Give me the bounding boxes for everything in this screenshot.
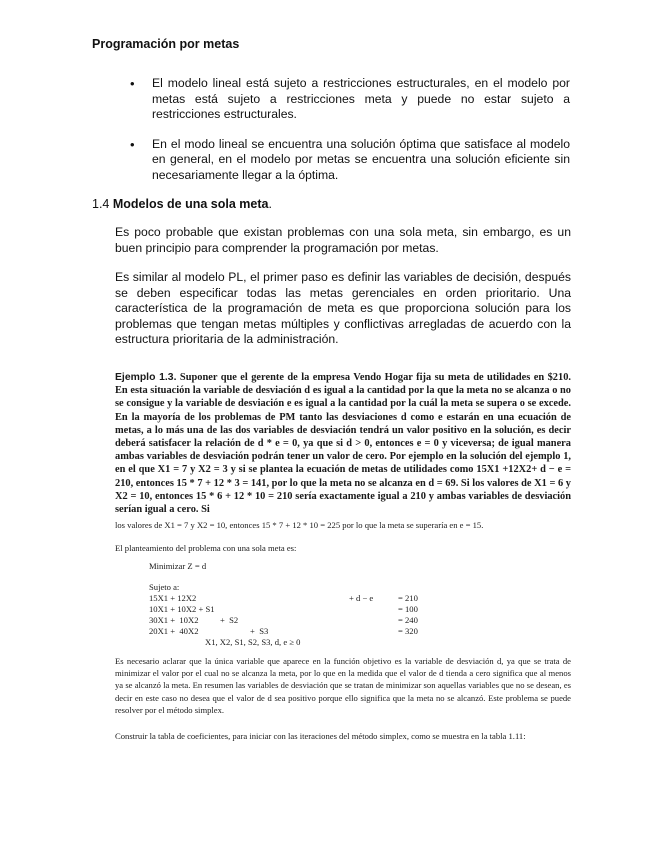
bullet-dot-icon: • [130,136,135,152]
section-title-period: . [268,197,272,211]
bullet-dot-icon: • [130,76,135,91]
explanation-text: Es necesario aclarar que la única variable que aparece en la función objetivo es la variable de desviación d, ya que se trata de minimizar el valor por el cual no se alcanza la meta, por lo que en la medida que el valor de d tienda a cero significa que al menos ya se alcanzó la meta. En resumen las variables de desviación que se tratan de minimizar son aquellas variables que no se desean, es decir en este caso no desea que el valor de d sea positivo porque ello significa que la meta no se alcanzó. Este problema se puede resolver por el método simplex. [115,656,571,715]
bullet-item [130,76,570,123]
constraint-lhs: 30X1 + 10X2 + S2 [149,615,239,625]
subject-to-label: Sujeto a: [149,582,180,592]
objective-function: Minimizar Z = d [149,561,207,571]
constraint-rhs: = 320 [398,626,418,636]
goal-model [149,561,479,648]
continuation-text: los valores de X1 = 7 y X2 = 10, entonces 15 * 7 + 12 * 10 = 225 por lo que la meta se superaría en e = 15. [115,520,484,530]
page-heading: Programación por metas [92,37,240,51]
model-intro: El planteamiento del problema con una sola meta es: [115,543,297,553]
example-label: Ejemplo 1.3. [115,372,177,383]
constraint-lhs: 15X1 + 12X2 [149,593,197,603]
section-number: 1.4 [92,197,110,211]
section-heading [92,197,272,211]
constraint-rhs: = 210 [398,593,418,603]
paragraph: Es similar al modelo PL, el primer paso es definir las variables de decisión, después se deben especificar todas las metas gerenciales en orden prioritario. Una característica de la programación de meta es que proporciona solución para los problemas que tengan metas múltiples y conflictivas arregladas de acuerdo con la estructura prioritaria de la administración. [115,270,571,346]
nonnegativity-constraint: X1, X2, S1, S2, S3, d, e ≥ 0 [205,637,301,647]
constraint-deviation: + d − e [349,593,374,603]
example-block [115,371,571,516]
constraint-row [149,626,479,637]
comparison-bullet-list [130,76,570,197]
paragraph: Es poco probable que existan problemas con una sola meta, sin embargo, es un buen principio para comprender la programación por metas. [115,225,571,255]
constraint-row [149,604,479,615]
constraint-row [149,615,479,626]
constraint-lhs: 10X1 + 10X2 + S1 [149,604,215,614]
constraint-rhs: = 100 [398,604,418,614]
bullet-text: En el modo lineal se encuentra una solución óptima que satisface al modelo en general, en el modelo por metas se encuentra una solución eficiente sin necesariamente llegar a la óptima. [152,136,570,182]
bullet-item [130,137,570,184]
section-title: Modelos de una sola meta [112,197,269,211]
closing-text: Construir la tabla de coeficientes, para iniciar con las iteraciones del método simplex, como se muestra en la tabla 1.11: [115,731,526,741]
bullet-text: El modelo lineal está sujeto a restricciones estructurales, en el modelo por metas está sujeto a restricciones meta y puede no estar sujeto a restricciones estructurales. [152,76,570,121]
constraint-row [149,593,479,604]
constraint-rhs: = 240 [398,615,418,625]
example-text: Suponer que el gerente de la empresa Vendo Hogar fija su meta de utilidades en $210. En esta situación la variable de desviación d es igual a la cantidad por la que la meta no se alcanza o no se consigue y la variable de desviación e es igual a la cantidad por la cuál la meta se supera o se excede. En la mayoría de los problemas de PM tanto las desviaciones d como e estarán en una ecuación de metas, a lo más una de las dos variables de desviación tendrá un valor positivo en la solución, es decir deberá satisfacer la relación de d * e = 0, ya que si d > 0, entonces e = 0 y viceversa; de igual manera ambas variables de desviación podrán tener un valor de cero. Por ejemplo en la solución del ejemplo 1, en el que X1 = 7 y X2 = 3 y si se plantea la ecuación de metas de utilidades como 15X1 +12X2+ d − e = 210, entonces 15 * 7 + 12 * 3 = 141, por lo que la meta no se alcanza en d = 69. Si los valores de X1 = 6 y X2 = 10, entonces 15 * 6 + 12 * 10 = 210 sería exactamente igual a 210 y ambas variables de desviación serían igual a cero. Si [115,372,571,516]
constraint-lhs: 20X1 + 40X2 + S3 [149,626,269,636]
